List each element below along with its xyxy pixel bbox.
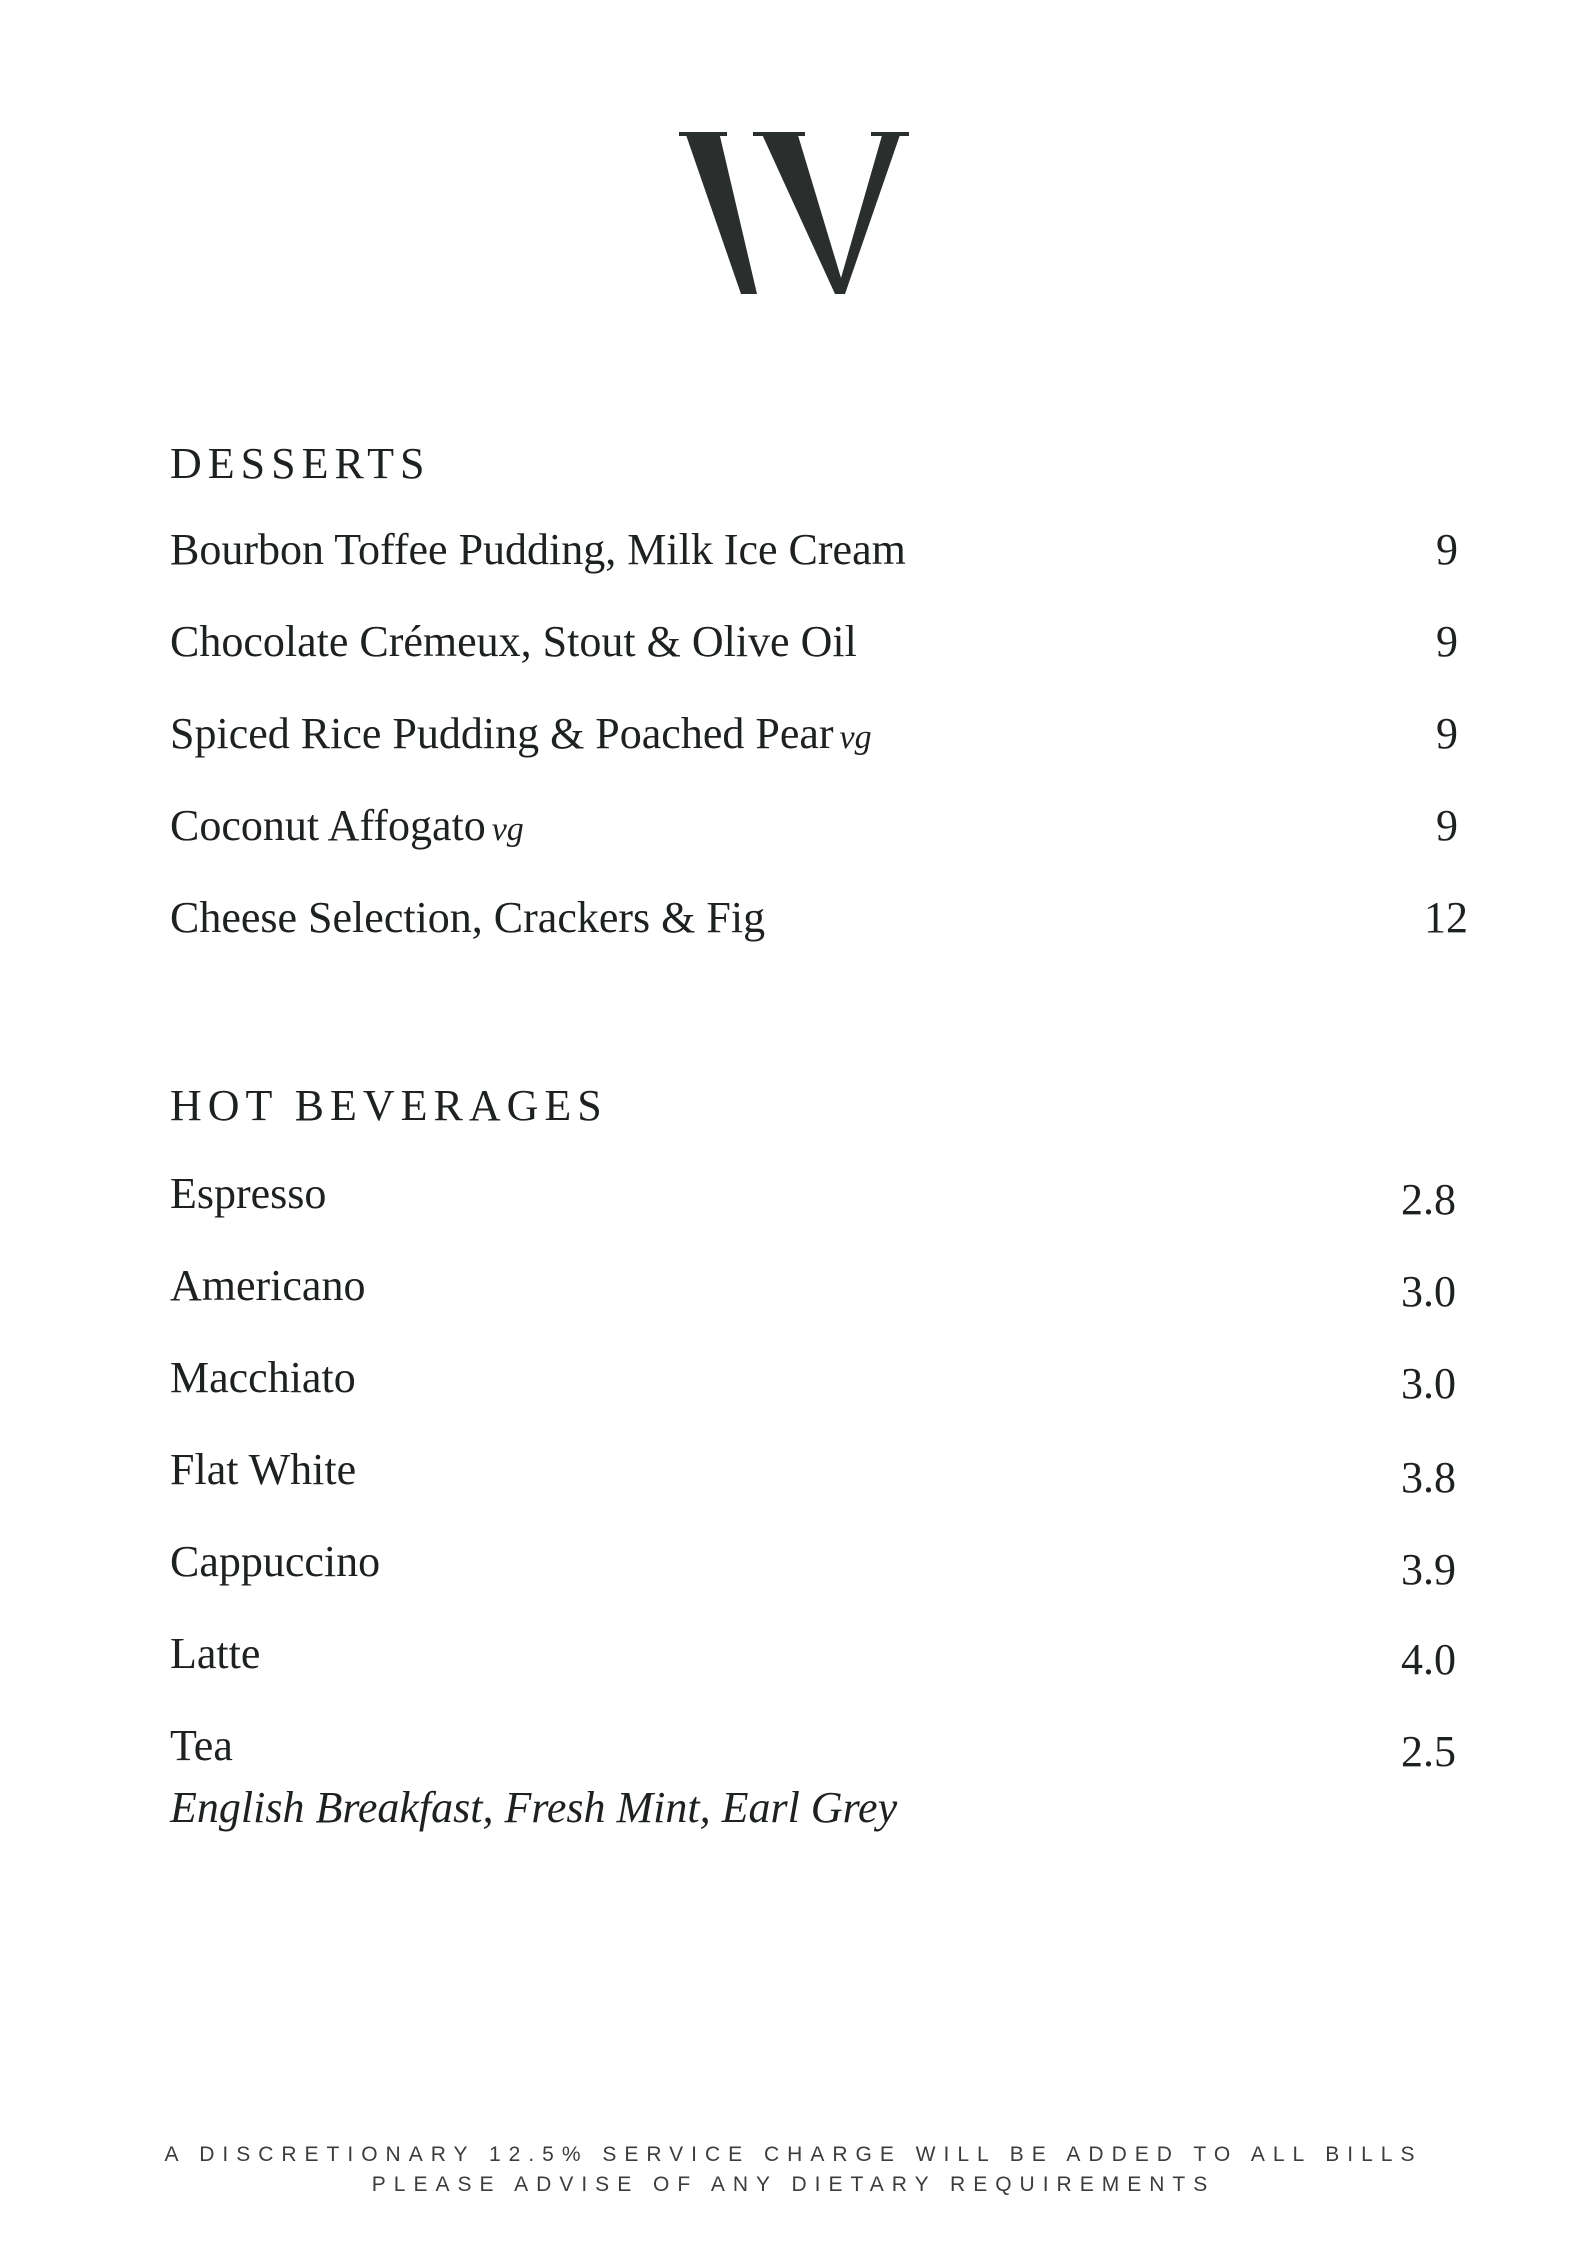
footer-dietary-note: PLEASE ADVISE OF ANY DIETARY REQUIREMENTS	[371, 2173, 1216, 2196]
menu-item	[170, 801, 1480, 896]
item-price: 9	[1436, 801, 1458, 850]
menu-item	[170, 1629, 1480, 1724]
desserts-section	[170, 439, 1480, 988]
item-price: 2.5	[1401, 1727, 1456, 1776]
item-price: 3.0	[1401, 1359, 1456, 1408]
item-name: Espresso	[170, 1169, 327, 1218]
item-price: 2.8	[1401, 1175, 1456, 1224]
desserts-list	[170, 525, 1480, 988]
item-name: Chocolate Crémeux, Stout & Olive Oil	[170, 617, 857, 666]
item-name: Spiced Rice Pudding & Poached Pear	[170, 709, 834, 758]
item-price: 9	[1436, 617, 1458, 666]
item-name: Latte	[170, 1629, 261, 1678]
menu-item	[170, 1261, 1480, 1356]
footer-service-charge: A DISCRETIONARY 12.5% SERVICE CHARGE WILL BE ADDED TO ALL BILLS	[164, 2143, 1423, 2166]
item-name: Cheese Selection, Crackers & Fig	[170, 893, 766, 942]
item-price: 4.0	[1401, 1635, 1456, 1684]
hot-beverages-section	[170, 1081, 1480, 1854]
item-price: 12	[1424, 893, 1468, 942]
menu-item	[170, 617, 1480, 712]
item-name: Bourbon Toffee Pudding, Milk Ice Cream	[170, 525, 906, 574]
item-name: Coconut Affogato	[170, 801, 486, 850]
item-description: English Breakfast, Fresh Mint, Earl Grey	[170, 1783, 898, 1832]
section-title-hot-beverages: HOT BEVERAGES	[170, 1081, 608, 1130]
menu-item	[170, 709, 1480, 804]
menu-item	[170, 1537, 1480, 1632]
vegan-tag: vg	[491, 811, 524, 848]
hot-beverages-list	[170, 1169, 1480, 1854]
item-name: Flat White	[170, 1445, 357, 1494]
menu-item	[170, 1169, 1480, 1264]
vegan-tag: vg	[839, 719, 872, 756]
menu-item	[170, 893, 1480, 988]
logo	[0, 128, 1587, 318]
item-price: 3.0	[1401, 1267, 1456, 1316]
menu-item	[170, 1353, 1480, 1448]
item-name: Macchiato	[170, 1353, 356, 1402]
item-name: Tea	[170, 1721, 233, 1770]
section-title-desserts: DESSERTS	[170, 439, 431, 488]
logo-icon	[679, 128, 909, 298]
item-price: 9	[1436, 525, 1458, 574]
item-name: Cappuccino	[170, 1537, 381, 1586]
menu-item	[170, 1445, 1480, 1540]
menu-item	[170, 525, 1480, 620]
item-price: 3.8	[1401, 1453, 1456, 1502]
item-price: 3.9	[1401, 1545, 1456, 1594]
item-price: 9	[1436, 709, 1458, 758]
item-name: Americano	[170, 1261, 366, 1310]
menu-item	[170, 1721, 1480, 1854]
